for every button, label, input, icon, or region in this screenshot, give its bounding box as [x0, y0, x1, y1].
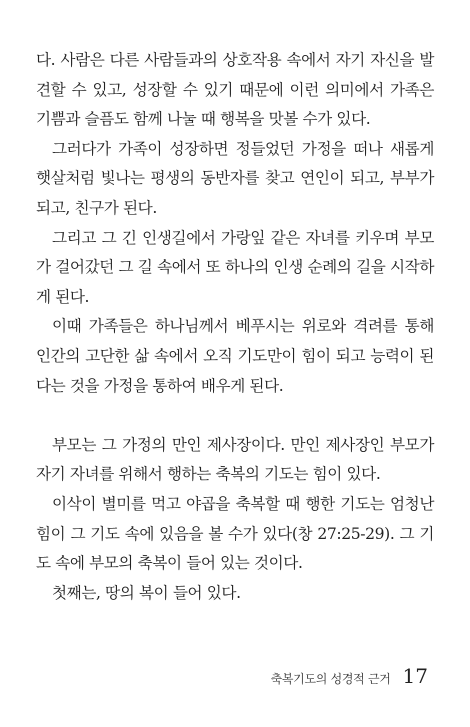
body-text	[36, 46, 434, 608]
paragraph: 이때 가족들은 하나님께서 베푸시는 위로와 격려를 통해 인간의 고단한 삶 속에서 오직 기도만이 힘이 되고 능력이 된다는 것을 가정을 통하여 배우게 된다.	[36, 317, 434, 395]
paragraph: 다. 사람은 다른 사람들과의 상호작용 속에서 자기 자신을 발견할 수 있고, 성장할 수 있기 때문에 이런 의미에서 가족은 기쁨과 슬픔도 함께 나눌 때 행복을 맛볼 수가 있다.	[36, 51, 434, 129]
running-head: 축복기도의 성경적 근거	[270, 672, 391, 686]
page-footer	[271, 664, 428, 694]
paragraph: 그리고 그 긴 인생길에서 가랑잎 같은 자녀를 키우며 부모가 걸어갔던 그 길 속에서 또 하나의 인생 순례의 길을 시작하게 된다.	[36, 228, 434, 306]
paragraph: 이삭이 별미를 먹고 야곱을 축복할 때 행한 기도는 엄청난 힘이 그 기도 속에 있음을 볼 수가 있다(창 27:25-29). 그 기도 속에 부모의 축복이 들어 있는 것이다.	[36, 494, 434, 573]
paragraph: 그러다가 가족이 성장하면 정들었던 가정을 떠나 새롭게 햇살처럼 빛나는 평생의 동반자를 찾고 연인이 되고, 부부가 되고, 친구가 된다.	[36, 139, 434, 217]
section-break	[36, 401, 434, 431]
paragraph: 부모는 그 가정의 만인 제사장이다. 만인 제사장인 부모가 자기 자녀를 위해서 행하는 축복의 기도는 힘이 있다.	[36, 435, 434, 484]
paragraph: 첫째는, 땅의 복이 들어 있다.	[52, 583, 241, 602]
page-number: 17	[402, 664, 428, 688]
